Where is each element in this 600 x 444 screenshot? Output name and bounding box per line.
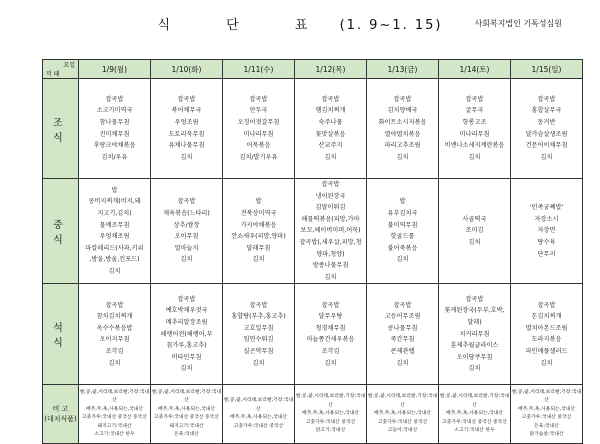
menu-item: 김치 — [324, 273, 337, 281]
menu-item: 햄김치찌개 — [315, 107, 346, 115]
menu-item: 고춧가루:국내산 중국산 중국산 — [154, 415, 219, 421]
menu-cell — [511, 179, 583, 284]
menu-item: 탕수육 — [537, 238, 556, 246]
menu-item: 유채나물무침 — [168, 142, 205, 150]
menu-item: 비엔나소세지계란볶음 — [444, 142, 505, 150]
menu-item: 견북상미역국 — [240, 209, 277, 217]
menu-item: 꽃맛살볶음 — [315, 130, 346, 138]
menu-item: 고등어:국내산 — [387, 428, 418, 434]
menu-item: 밥 — [255, 198, 262, 206]
menu-item: 방종나물무침 — [312, 262, 349, 270]
menu-item: 김치 — [108, 359, 121, 367]
menu-cell — [151, 179, 223, 284]
menu-item: 파리고추조림 — [384, 142, 421, 150]
menu-item: 배추,무,혹,사용되는,국내산 — [157, 406, 216, 412]
menu-item: 잡곡밥 — [249, 95, 268, 103]
menu-cell — [439, 79, 511, 179]
meal-label-breakfast: 조 식 — [43, 79, 79, 179]
menu-cell — [511, 284, 583, 385]
menu-item: 물메조무침 — [99, 221, 130, 229]
menu-item: 돼지고기:국내산 — [169, 423, 204, 429]
menu-item: 오이무침 — [174, 233, 199, 241]
menu-item: 김치 — [396, 359, 409, 367]
menu-item: 불어죽볶음 — [387, 244, 418, 252]
menu-cell — [151, 79, 223, 179]
menu-item: 달래무침 — [246, 244, 271, 252]
menu-item: 사골떡국 — [462, 215, 487, 223]
title-text: 식 단 표 — [157, 18, 334, 33]
menu-item: 우엉채조림 — [99, 233, 130, 241]
menu-item: 보꼬,헤이버미퍼,어묵) — [300, 227, 361, 235]
menu-item: 마늘쫑건새우볶음 — [306, 336, 355, 344]
menu-cell — [223, 284, 295, 385]
menu-item: 미나리무침 — [459, 130, 490, 138]
menu-item: 지고기,김치) — [97, 209, 132, 217]
menu-item: 숙주나물 — [318, 118, 343, 126]
menu-item: 김말이튀김 — [315, 204, 346, 212]
menu-item: 오징어젓갈무침 — [237, 118, 280, 126]
day-header: 1/11(수) — [223, 60, 295, 79]
menu-cell — [295, 179, 367, 284]
menu-item: 고호일무침 — [243, 324, 274, 332]
menu-item: 밥 — [399, 198, 406, 206]
menu-item: 파칼레리드(사과,키위 — [85, 244, 144, 252]
day-header: 1/15(일) — [511, 60, 583, 79]
menu-item: 예호박채우젓국 — [165, 307, 208, 315]
menu-item: 잡곡밥 — [105, 95, 124, 103]
menu-item: 고춧가루:국내산 중국산 — [377, 419, 428, 425]
menu-item: 조각김 — [321, 347, 340, 355]
day-header: 1/12(목) — [295, 60, 367, 79]
menu-item: 콩나물무침 — [387, 324, 418, 332]
menu-item: 상추/쌈장 — [173, 221, 200, 229]
note-sublabel: (대치식품) — [44, 415, 77, 424]
menu-table — [42, 59, 583, 444]
menu-item: 오이지무침 — [99, 336, 130, 344]
menu-item: 달래) — [467, 318, 482, 326]
menu-item: 굴무국 — [465, 107, 484, 115]
menu-item: 쌀,콩,팥,서리태,보리쌀,기장:국내산 — [223, 398, 294, 412]
note-cell — [511, 385, 583, 444]
menu-item: 홍합살무국 — [531, 107, 562, 115]
menu-cell — [367, 284, 439, 385]
menu-item: 도라지볶음 — [531, 336, 562, 344]
menu-item: 김치 — [252, 359, 265, 367]
menu-item: 북어채무국 — [171, 107, 202, 115]
menu-item: 잡곡밥(,새우살,피망,청 — [299, 238, 362, 246]
note-cell — [367, 385, 439, 444]
menu-item: 도토리묵무침 — [168, 130, 205, 138]
menu-cell — [367, 79, 439, 179]
menu-item: 고춧가루:국내산 중국산 — [233, 423, 284, 429]
note-cell — [439, 385, 511, 444]
menu-item: 고춧가루:국내산 중국산 중국산 — [442, 419, 507, 425]
corner-cell — [43, 60, 79, 79]
menu-item: 치커리무침 — [459, 330, 490, 338]
menu-item: 해랭어전(해랭어,부 — [160, 330, 213, 338]
menu-item: 잡곡밥 — [177, 198, 196, 206]
menu-item: 잡곡밥 — [465, 295, 484, 303]
menu-item: 배추,무,혹,사용되는,국내산 — [517, 406, 576, 412]
menu-item: 김치/발기우유 — [239, 153, 278, 161]
menu-item: 꽃게된장국(두부,호박, — [444, 307, 505, 315]
menu-item: 침가루,홍고추) — [166, 342, 207, 350]
menu-item: 돈육:국내산 — [174, 432, 199, 438]
menu-item: 잡곡밥 — [177, 95, 196, 103]
menu-cell — [295, 79, 367, 179]
menu-item: 불미역무침 — [387, 221, 418, 229]
note-label: 비 고 — [52, 405, 69, 414]
menu-item: 깐쇼새우(피망,양파) — [231, 233, 286, 241]
menu-item: 고춧가루:국내산 중국산 — [305, 419, 356, 425]
lunch-row — [43, 179, 583, 284]
menu-item: 참나물무침 — [99, 118, 130, 126]
menu-item: 달가슴살생조림 — [525, 130, 568, 138]
menu-item: 김치 — [180, 256, 193, 264]
menu-item: 쌀,콩,팥,서리태,보리쌀,기장:국내산 — [367, 394, 438, 408]
menu-item: 임연수튀김 — [243, 336, 274, 344]
breakfast-row — [43, 79, 583, 179]
menu-item: 핫골드롤 — [390, 233, 415, 241]
menu-item: 미나리무침 — [243, 130, 274, 138]
menu-item: 가지야채볶음 — [240, 221, 277, 229]
meal-label-note — [43, 385, 79, 444]
menu-item: 콩비지찌개(비지,돼 — [88, 198, 141, 206]
menu-item: 파인애플샐러드 — [525, 347, 568, 355]
menu-cell — [223, 79, 295, 179]
menu-item: 돼지고기:국내산 — [97, 423, 132, 429]
menu-item: 김치 — [468, 153, 481, 161]
menu-item: 쌀,콩,팥,서리태,보리쌀,기장:국내산 — [511, 389, 582, 404]
menu-item: 잡곡밥 — [537, 301, 556, 309]
menu-item: 조미김 — [465, 227, 484, 235]
menu-item: 김치/우유 — [101, 153, 128, 161]
menu-item: 제육볶음(느타리) — [163, 209, 210, 217]
menu-item: 김치 — [108, 267, 121, 275]
menu-item: 조각김 — [105, 347, 124, 355]
header-row — [43, 60, 583, 79]
menu-item: 소고기:국내산 한우 — [454, 428, 495, 434]
menu-item: 달무우탕 — [318, 313, 343, 321]
menu-item: 우엉조림 — [174, 118, 199, 126]
date-range: (1. 9~1. 15) — [339, 18, 443, 33]
menu-cell — [295, 284, 367, 385]
menu-cell — [79, 79, 151, 179]
menu-item: 건문어이채무침 — [525, 142, 568, 150]
menu-item: 잡곡밥 — [321, 95, 340, 103]
menu-item: 닭가슴살:국내산 — [529, 432, 564, 438]
menu-item: 만두국 — [249, 107, 268, 115]
dinner-row — [43, 284, 583, 385]
menu-item: 콘제관랩 — [390, 347, 415, 355]
menu-item: 잡곡밥 — [249, 301, 268, 309]
corner-meal-label: 끼 때 — [46, 71, 60, 78]
menu-item: 김치 — [180, 365, 193, 373]
menu-item: 잡곡밥 — [465, 95, 484, 103]
menu-cell — [511, 79, 583, 179]
menu-item: 고춧가루:국내산 중국산 — [521, 415, 572, 421]
menu-item: '민족궁째밥' — [529, 204, 564, 212]
menu-item: 잡곡밥 — [393, 95, 412, 103]
menu-item: 김치 — [324, 153, 337, 161]
menu-item: 유부김치국 — [387, 209, 418, 217]
menu-cell — [223, 179, 295, 284]
menu-cell — [79, 284, 151, 385]
menu-item: 배추,무,혹,사용되는,국내산 — [85, 406, 144, 412]
menu-item: 양파,청양) — [316, 250, 345, 258]
menu-item: 진미채무침 — [99, 130, 130, 138]
menu-item: 고등어무조림 — [384, 313, 421, 321]
menu-item: 잡곡밥 — [177, 295, 196, 303]
menu-item: 김치 — [396, 153, 409, 161]
menu-item: 소고기미역국 — [96, 107, 133, 115]
menu-item: 소고기:국내산 한우 — [94, 432, 135, 438]
corner-day-label: 요일 — [63, 62, 75, 69]
menu-item: 단무지 — [537, 250, 556, 258]
day-header: 1/9(월) — [79, 60, 151, 79]
menu-item: 얼마늘지 — [174, 244, 199, 252]
menu-item: 홍합탕(부추,홍고추) — [231, 313, 286, 321]
menu-item: 잡곡밥 — [321, 181, 340, 188]
menu-item: 옥수수볶음밥 — [96, 324, 133, 332]
day-header: 1/10(화) — [151, 60, 223, 79]
menu-cell — [439, 284, 511, 385]
note-cell — [295, 385, 367, 444]
menu-item: 김치양배국 — [387, 107, 418, 115]
menu-cell — [79, 179, 151, 284]
menu-item: 김치 — [396, 256, 409, 264]
menu-item: 멸치아몬드조림 — [525, 324, 568, 332]
menu-item: 쌀,콩,팥,서리태,보리쌀,기장:국내산 — [295, 394, 366, 408]
meal-label-dinner: 석 식 — [43, 284, 79, 385]
menu-item: 오이당쿠무침 — [456, 353, 493, 361]
note-cell — [79, 385, 151, 444]
menu-item: 배추,무,혹,사용되는,국내산 — [445, 411, 504, 417]
menu-item: 동거반 — [537, 118, 556, 126]
menu-item: 해물떡볶음(피망,가마 — [301, 215, 360, 223]
note-cell — [223, 385, 295, 444]
menu-item: 메추리알장조림 — [165, 318, 208, 326]
menu-item: 배추,무,혹,사용되는,국내산 — [373, 411, 432, 417]
menu-item: 항롱고조 — [462, 118, 487, 126]
day-header: 1/13(금) — [367, 60, 439, 79]
menu-item: 배추,무,혹,사용되는,국내산 — [229, 415, 288, 421]
menu-item: 김치 — [468, 238, 481, 246]
menu-item: 참치김치찌개 — [96, 313, 133, 321]
menu-item: 잡곡밥 — [393, 301, 412, 309]
menu-item: 청경채무침 — [315, 324, 346, 332]
menu-item: 후랑크야채볶음 — [93, 142, 136, 150]
menu-item: 자장면 — [537, 227, 556, 235]
menu-item: 잡곡밥 — [321, 301, 340, 309]
menu-item: 산교주지 — [318, 142, 343, 150]
menu-item: 쌀,콩,팥,서리태,보리쌀,기장:국내산 — [79, 389, 150, 404]
menu-item: 닭고기:국내산 — [315, 428, 346, 434]
menu-item: ,방울,방울,킨포드) — [89, 256, 140, 264]
menu-item: 쌀,콩,팥,서리태,보리쌀,기장:국내산 — [151, 389, 222, 404]
menu-item: 김치 — [324, 359, 337, 367]
menu-item: 잡곡밥 — [105, 301, 124, 309]
menu-item: 냉이된장국 — [315, 192, 346, 200]
menu-cell — [367, 179, 439, 284]
menu-item: 비타민무침 — [171, 353, 202, 361]
organization-name: 사회복지법인 기독성심원 — [474, 19, 562, 28]
menu-item: 잡곡밥 — [537, 95, 556, 103]
menu-item: 쌀,콩,팥,서리태,보리쌀,기장:국내산 — [439, 394, 510, 408]
menu-item: 돈김치찌개 — [531, 313, 562, 321]
menu-item: 고춧가루:국내산 중국산 중국산 — [82, 415, 147, 421]
menu-item: 김치 — [540, 359, 553, 367]
menu-item: 밥 — [111, 186, 118, 194]
menu-item: 배추,무,혹,사용되는,국내산 — [301, 411, 360, 417]
day-header: 1/14(토) — [439, 60, 511, 79]
menu-cell — [439, 179, 511, 284]
menu-item: 김치 — [252, 256, 265, 264]
menu-item: 김치 — [540, 153, 553, 161]
menu-item: 김치 — [468, 365, 481, 373]
menu-item: 김치 — [180, 153, 193, 161]
note-cell — [151, 385, 223, 444]
menu-item: 돈육:국내산 — [534, 423, 559, 429]
meal-label-lunch: 중 식 — [43, 179, 79, 284]
menu-cell — [151, 284, 223, 385]
menu-item: 어묵볶음 — [246, 142, 271, 150]
menu-item: 자장소시 — [534, 215, 559, 223]
menu-item: 화이트소시지볶음 — [378, 118, 427, 126]
menu-item: 죽간무침 — [390, 336, 415, 344]
note-row — [43, 385, 583, 444]
menu-item: 훈제추월글라이스 — [450, 342, 499, 350]
menu-item: 실곤약무침 — [243, 347, 274, 355]
menu-item: 멸야멸치볶음 — [384, 130, 421, 138]
